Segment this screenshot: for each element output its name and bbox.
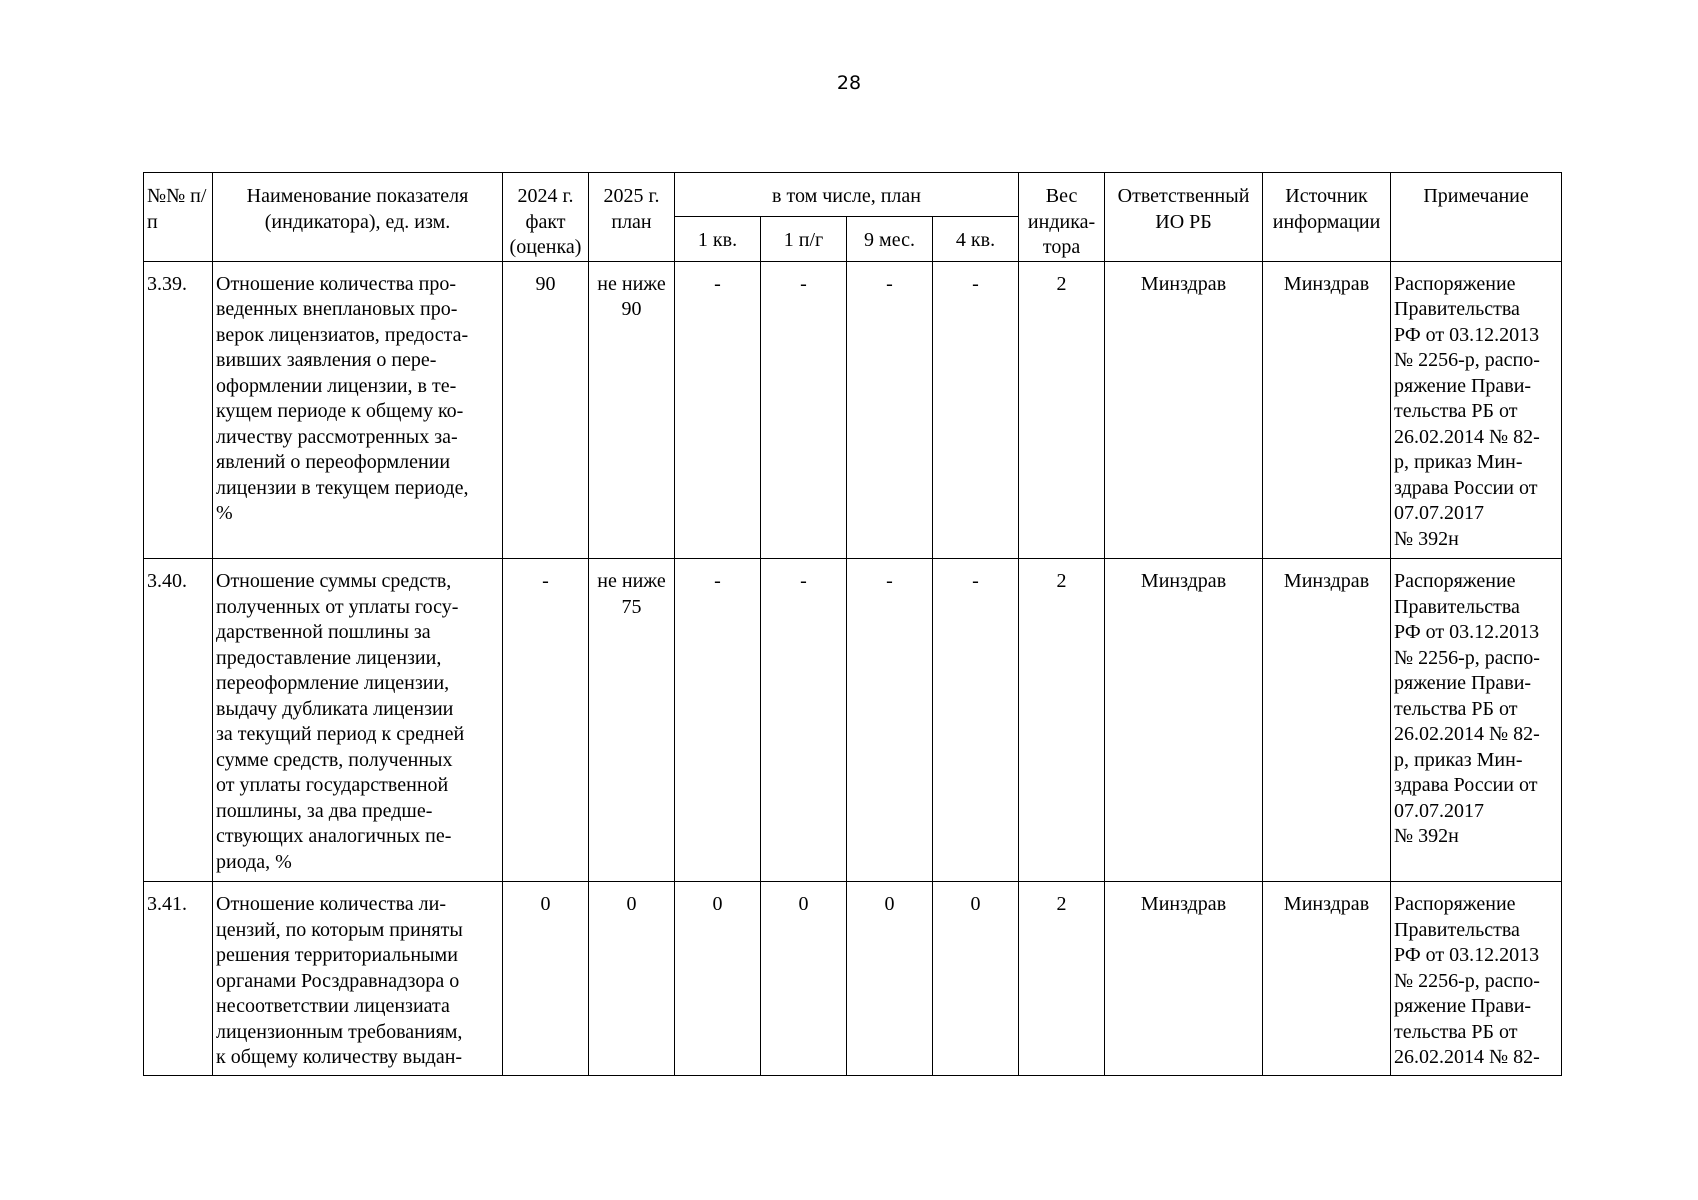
header-source: Источник информации [1263, 173, 1391, 262]
row-responsible: Минздрав [1105, 559, 1263, 882]
row-source: Минздрав [1263, 882, 1391, 1076]
row-note: Распоряжение Правительства РФ от 03.12.2013 № 2256-р, распо- ряжение Прави- тельства РБ от 26.02.2014 № 82- р, приказ Мин- здрава России от 07.07.2017 № 392н [1391, 261, 1562, 559]
row-half-year: - [761, 559, 847, 882]
header-q1: 1 кв. [675, 217, 761, 261]
row-2025-plan: не ниже 90 [589, 261, 675, 559]
header-half-year: 1 п/г [761, 217, 847, 261]
row-2024-fact: 0 [503, 882, 589, 1076]
row-2025-plan: 0 [589, 882, 675, 1076]
row-2025-plan: не ниже 75 [589, 559, 675, 882]
header-note: Примечание [1391, 173, 1562, 262]
row-half-year: 0 [761, 882, 847, 1076]
header-9-months: 9 мес. [847, 217, 933, 261]
row-q1: 0 [675, 882, 761, 1076]
row-9-months: 0 [847, 882, 933, 1076]
row-2024-fact: 90 [503, 261, 589, 559]
row-half-year: - [761, 261, 847, 559]
row-note: Распоряжение Правительства РФ от 03.12.2013 № 2256-р, распо- ряжение Прави- тельства РБ от 26.02.2014 № 82- [1391, 882, 1562, 1076]
row-weight: 2 [1019, 559, 1105, 882]
row-weight: 2 [1019, 882, 1105, 1076]
row-9-months: - [847, 261, 933, 559]
row-9-months: - [847, 559, 933, 882]
header-weight: Вес индика- тора [1019, 173, 1105, 262]
row-responsible: Минздрав [1105, 261, 1263, 559]
row-q4: - [933, 261, 1019, 559]
table-header-row [144, 173, 1562, 217]
header-responsible: Ответственный ИО РБ [1105, 173, 1263, 262]
header-including-plan: в том числе, план [675, 173, 1019, 217]
header-indicator-name: Наименование показателя (индикатора), ед. изм. [213, 173, 503, 262]
row-q4: 0 [933, 882, 1019, 1076]
header-2024-fact: 2024 г. факт (оценка) [503, 173, 589, 262]
row-responsible: Минздрав [1105, 882, 1263, 1076]
table-row [144, 261, 1562, 559]
row-number: 3.41. [144, 882, 213, 1076]
indicators-table [143, 172, 1562, 1076]
row-q1: - [675, 261, 761, 559]
row-note: Распоряжение Правительства РФ от 03.12.2013 № 2256-р, распо- ряжение Прави- тельства РБ от 26.02.2014 № 82- р, приказ Мин- здрава России от 07.07.2017 № 392н [1391, 559, 1562, 882]
table-row [144, 882, 1562, 1076]
page-number: 28 [836, 72, 862, 94]
row-indicator-name: Отношение количества про- веденных внеплановых про- верок лицензиатов, предоста- вивших заявления о пере- оформлении лицензии, в те- кущем периоде к общему ко- личеству рассмотренных за- явлений о переоформлении лицензии в текущем периоде, % [213, 261, 503, 559]
row-q4: - [933, 559, 1019, 882]
row-source: Минздрав [1263, 261, 1391, 559]
row-source: Минздрав [1263, 559, 1391, 882]
header-q4: 4 кв. [933, 217, 1019, 261]
row-number: 3.40. [144, 559, 213, 882]
row-indicator-name: Отношение суммы средств, полученных от уплаты госу- дарственной пошлины за предоставление лицензии, переоформление лицензии, выдачу дубликата лицензии за текущий период к средней сумме средств, полученных от уплаты государственной пошлины, за два предше- ствующих аналогичных пе- риода, % [213, 559, 503, 882]
row-q1: - [675, 559, 761, 882]
row-2024-fact: - [503, 559, 589, 882]
header-number: №№ п/п [144, 173, 213, 262]
table-row [144, 559, 1562, 882]
row-weight: 2 [1019, 261, 1105, 559]
row-indicator-name: Отношение количества ли- цензий, по которым приняты решения территориальными органами Росздравнадзора о несоответствии лицензиата лицензионным требованиям, к общему количеству выдан- [213, 882, 503, 1076]
row-number: 3.39. [144, 261, 213, 559]
header-2025-plan: 2025 г. план [589, 173, 675, 262]
